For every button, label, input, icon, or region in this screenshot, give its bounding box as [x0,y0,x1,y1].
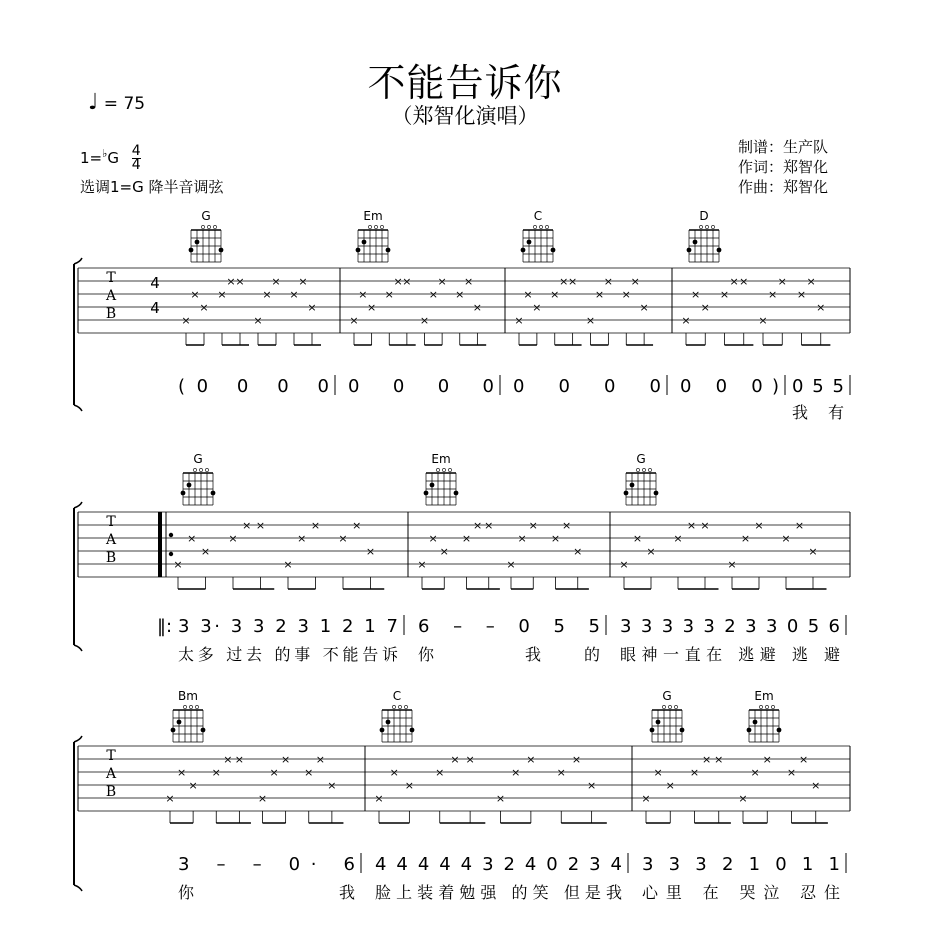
finger-dot [171,728,176,733]
chord-diagram [650,689,685,742]
tab-x-note: × [393,275,403,288]
finger-dot [521,248,526,253]
tab-x-note: × [217,288,227,301]
tab-x-note: × [639,301,649,314]
tab-x-note: × [473,519,483,532]
tab-x-note: × [571,753,582,766]
finger-dot [777,728,782,733]
tab-x-note: × [526,753,536,766]
song-subtitle: （郑智化演唱） [391,104,539,128]
tab-x-note: × [367,301,377,314]
tab-x-note: × [632,532,643,545]
tab-x-note: × [740,532,751,545]
tab-letter: B [105,306,117,322]
tab-x-note: × [700,519,710,532]
tab-letter: T [106,514,116,530]
finger-dot [753,720,758,725]
finger-dot [386,248,391,253]
tab-x-note: × [271,275,281,288]
bracket-bottom-hook [74,405,82,411]
open-string-mark [765,705,768,708]
repeat-dot [169,552,173,556]
finger-dot [211,491,216,496]
tab-x-note: × [758,314,768,327]
tab-x-note: × [691,288,701,301]
tab-x-note: × [235,275,245,288]
tab-x-note: × [762,753,772,766]
open-string-mark [392,705,395,708]
chord-name: C [533,209,543,223]
tab-x-note: × [750,766,760,779]
tab-x-note: × [358,288,368,301]
tab-x-note: × [641,792,651,805]
time-bottom: 4 [131,157,141,173]
tab-x-note: × [738,792,748,805]
tab-x-note: × [806,275,816,288]
chord-name: Em [754,689,774,703]
tab-x-note: × [419,314,430,327]
tab-x-note: × [777,275,787,288]
tab-x-note: × [719,288,730,301]
tab-letter: B [105,550,117,566]
bracket-bottom-hook [74,645,82,651]
tab-x-note: × [781,532,791,545]
tab-x-note: × [768,288,778,301]
notation-measure: 3 3· 3 3 2 3 1 2 1 7 [178,616,398,637]
tab-x-note: × [228,532,238,545]
tab-x-note: × [437,275,447,288]
open-string-mark [195,705,198,708]
notation-measure: 3 3 3 3 3 2 3 3 0 5 6 [620,616,840,637]
tab-x-note: × [181,314,191,327]
tab-x-note: × [298,275,308,288]
tab-x-note: × [808,545,818,558]
chord-name: C [392,689,402,703]
tab-x-note: × [702,753,712,766]
tab-x-note: × [234,753,244,766]
open-string-mark [705,225,708,228]
chord-diagram [624,452,659,505]
chord-diagram [380,689,415,742]
tab-x-note: × [681,314,691,327]
tab-x-note: × [304,766,314,779]
bracket-top-hook [74,736,82,742]
tab-x-note: × [511,766,521,779]
tab-x-note: × [253,314,263,327]
open-string-mark [404,705,407,708]
open-string-mark [636,468,639,471]
tab-x-note: × [794,519,805,532]
lyric-line: 心里 在 哭泣 忍住 [642,883,840,902]
finger-dot [187,483,192,488]
tab-x-note: × [404,779,414,792]
tab-x-note: × [461,532,472,545]
chord-name: D [699,209,709,223]
system-3 [74,689,850,902]
chord-diagram [521,209,556,262]
tab-x-note: × [200,545,211,558]
finger-dot [430,483,435,488]
open-string-mark [193,468,196,471]
tab-x-note: × [811,779,821,792]
open-string-mark [668,705,671,708]
flat-icon: ♭ [102,147,108,160]
open-string-mark [380,225,383,228]
finger-dot [527,240,532,245]
chord-name: G [636,452,646,466]
notation-measure: 0 0 0 0 [348,376,494,397]
tab-x-note: × [816,301,826,314]
open-string-mark [771,705,774,708]
notation-measure: 6 – – 0 5 5 [418,616,600,637]
open-string-mark [642,468,645,471]
tab-x-note: × [384,288,394,301]
system-2 [74,452,850,664]
finger-dot [201,728,206,733]
tab-x-note: × [532,301,542,314]
open-string-mark [448,468,451,471]
tuning-note: 选调1=G 降半音调弦 [80,178,224,196]
tab-x-note: × [673,532,683,545]
tab-x-note: × [352,519,362,532]
open-string-mark [711,225,714,228]
open-string-mark [189,705,192,708]
open-string-mark [213,225,216,228]
tab-x-note: × [562,519,572,532]
lyric-line: 你 我的 [418,645,600,664]
bracket-top-hook [74,258,82,264]
tab-x-note: × [226,275,236,288]
tab-x-note: × [281,753,291,766]
tab-x-note: × [269,766,279,779]
tab-x-note: × [556,766,566,779]
tab-x-note: × [472,301,482,314]
chord-diagram [189,209,224,262]
notation-measure: 0 0 0) [680,376,779,397]
tab-x-note: × [689,766,700,779]
open-string-mark [442,468,445,471]
finger-dot [195,240,200,245]
finger-dot [687,248,692,253]
notation-measure: 0 5 5 [792,376,844,397]
tab-x-note: × [349,314,359,327]
credit-composer: 作曲：郑智化 [738,178,829,196]
tab-x-note: × [283,558,293,571]
lyric-line: 眼神一直在 逃避 逃 避 [620,645,840,664]
chord-diagram [687,209,722,262]
time-sig-top: 4 [150,274,160,292]
open-string-mark [368,225,371,228]
finger-dot [654,491,659,496]
open-string-mark [205,468,208,471]
tab-x-note: × [665,779,675,792]
tab-x-note: × [428,288,438,301]
finger-dot [189,248,194,253]
finger-dot [650,728,655,733]
tab-x-note: × [585,314,596,327]
quarter-note-icon: ♩ [88,90,99,115]
tab-x-note: × [307,301,317,314]
tab-x-note: × [428,532,438,545]
finger-dot [362,240,367,245]
tab-x-note: × [796,288,807,301]
song-title: 不能告诉你 [367,61,563,105]
tab-x-note: × [653,766,663,779]
key-prefix: 1= [80,149,103,167]
tab-x-note: × [484,519,494,532]
tab-x-note: × [255,519,266,532]
open-string-mark [759,705,762,708]
tab-x-note: × [587,779,597,792]
tab-x-note: × [455,288,465,301]
notation-measure: 3 – – 0· 6 [178,854,355,875]
tab-x-note: × [754,519,764,532]
open-string-mark [545,225,548,228]
chord-diagram [356,209,391,262]
tab-x-note: × [619,558,629,571]
finger-dot [219,248,224,253]
finger-dot [424,491,429,496]
finger-dot [624,491,629,496]
tab-x-note: × [310,519,321,532]
bracket-top-hook [74,502,82,508]
tab-letter: A [105,288,117,304]
open-string-mark [374,225,377,228]
tab-letter: A [105,766,117,782]
open-string-mark [207,225,210,228]
repeat-dot [169,533,173,537]
time-sig-bottom: 4 [150,299,160,317]
system-1 [74,209,850,422]
lyric-line: 我有 [792,403,844,422]
chord-diagram [747,689,782,742]
tab-x-note: × [297,532,307,545]
tab-x-note: × [603,275,613,288]
tab-letter: B [105,784,117,800]
credit-lyricist: 作词：郑智化 [738,158,829,176]
tab-x-note: × [257,792,268,805]
notation-measure: 4 4 4 4 4 3 2 4 0 2 3 4 [375,854,622,875]
open-string-mark [648,468,651,471]
chord-diagram [171,689,206,742]
repeat-start-sign: ‖: [157,616,173,637]
finger-dot [717,248,722,253]
lyric-line: 脸上装着勉强 的笑 但是我 [375,883,622,902]
finger-dot [693,240,698,245]
repeat-thick-bar [158,512,162,577]
lyric-line: 你 我 [178,883,355,902]
time-top: 4 [131,143,141,159]
finger-dot [680,728,685,733]
tab-x-note: × [523,288,533,301]
key-note: G [107,149,119,167]
chord-name: Em [363,209,383,223]
tab-x-note: × [188,779,198,792]
finger-dot [656,720,661,725]
bracket-bottom-hook [74,885,82,891]
chord-diagram [424,452,459,505]
finger-dot [747,728,752,733]
open-string-mark [199,468,202,471]
tab-x-note: × [646,545,656,558]
chord-diagram [181,452,216,505]
tab-x-note: × [289,288,299,301]
tab-x-note: × [528,519,538,532]
chord-name: Bm [178,689,198,703]
tab-x-note: × [550,532,561,545]
tab-x-note: × [365,545,376,558]
tab-x-note: × [223,753,233,766]
tab-x-note: × [417,558,427,571]
lyric-line: 太多 过去 的事 不能告诉 [178,645,398,664]
tab-x-note: × [176,766,187,779]
tab-x-note: × [374,792,384,805]
tab-x-note: × [514,314,524,327]
tab-x-note: × [450,753,460,766]
tab-letter: T [106,748,116,764]
tab-x-note: × [190,288,200,301]
tab-x-note: × [686,519,697,532]
tab-x-note: × [517,532,527,545]
tab-x-note: × [465,753,475,766]
tab-x-note: × [389,766,399,779]
credit-arranger: 制谱：生产队 [738,138,829,156]
tab-x-note: × [630,275,640,288]
tab-x-note: × [786,766,797,779]
tab-x-note: × [242,519,252,532]
open-string-mark [201,225,204,228]
open-string-mark [539,225,542,228]
finger-dot [380,728,385,733]
open-string-mark [674,705,677,708]
finger-dot [630,483,635,488]
tab-x-note: × [262,288,272,301]
chord-name: G [193,452,203,466]
finger-dot [454,491,459,496]
tab-x-note: × [700,301,710,314]
tab-x-note: × [338,532,348,545]
tab-x-note: × [573,545,583,558]
notation-measure: (0 0 0 0 [178,376,329,397]
open-string-mark [662,705,665,708]
finger-dot [410,728,415,733]
open-string-mark [183,705,186,708]
tab-x-note: × [327,779,337,792]
tab-x-note: × [211,766,221,779]
tab-x-note: × [187,532,197,545]
tab-x-note: × [402,275,412,288]
tab-x-note: × [568,275,578,288]
tab-letter: A [105,532,117,548]
finger-dot [551,248,556,253]
tab-x-note: × [714,753,724,766]
tab-x-note: × [165,792,175,805]
tab-letter: T [106,270,116,286]
notation-measure: 0 0 0 0 [513,376,661,397]
open-string-mark [436,468,439,471]
tab-x-note: × [559,275,569,288]
notation-measure: 3 3 3 2 1 0 1 1 [642,854,840,875]
tab-x-note: × [727,558,737,571]
tab-x-note: × [594,288,605,301]
tab-x-note: × [506,558,516,571]
tab-x-note: × [173,558,183,571]
tab-x-note: × [495,792,506,805]
tab-x-note: × [799,753,809,766]
tab-x-note: × [199,301,209,314]
finger-dot [181,491,186,496]
tab-x-note: × [739,275,749,288]
tempo-value: = 75 [103,94,146,114]
finger-dot [177,720,182,725]
open-string-mark [398,705,401,708]
chord-name: G [662,689,672,703]
tab-x-note: × [621,288,631,301]
tab-x-note: × [315,753,325,766]
tab-x-note: × [463,275,474,288]
open-string-mark [533,225,536,228]
finger-dot [386,720,391,725]
chord-name: G [201,209,211,223]
tab-x-note: × [550,288,560,301]
open-string-mark [699,225,702,228]
tab-x-note: × [729,275,739,288]
finger-dot [356,248,361,253]
tab-x-note: × [435,766,445,779]
chord-name: Em [431,452,451,466]
tab-x-note: × [439,545,449,558]
